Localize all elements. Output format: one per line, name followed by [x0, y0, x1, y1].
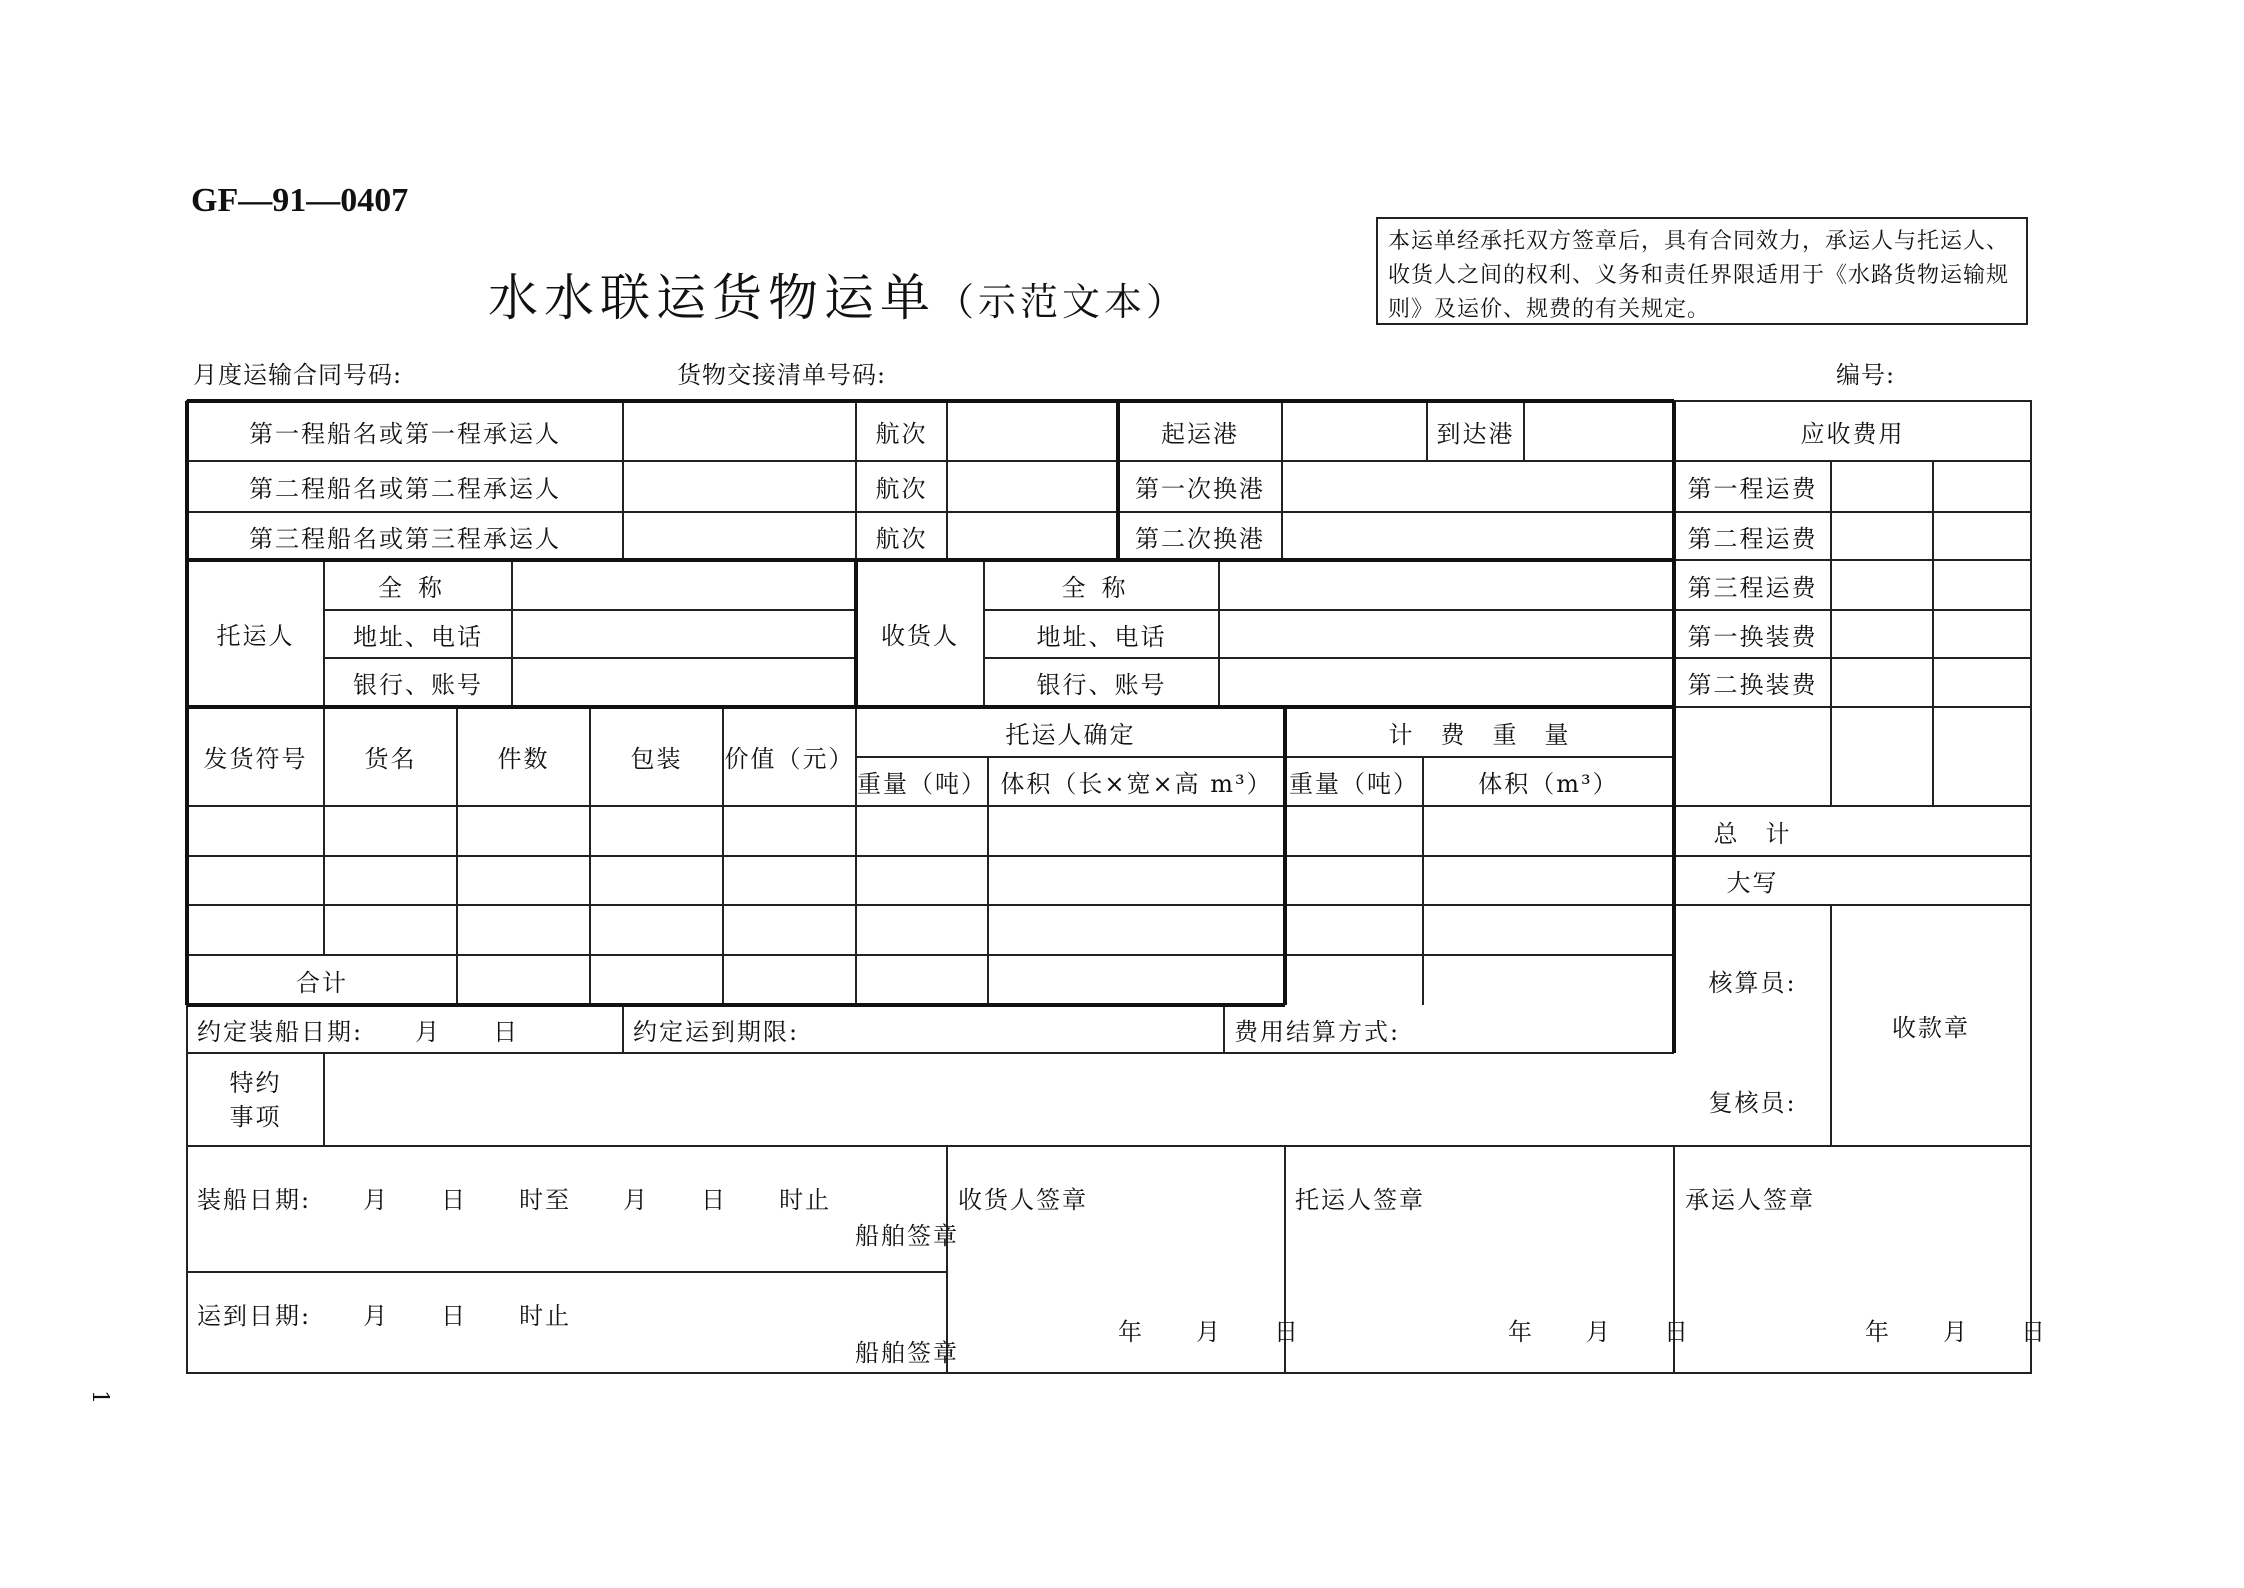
reviewer-label: 复核员:: [1708, 1088, 1797, 1117]
shipper-determined-header: 托运人确定: [1005, 720, 1136, 749]
loading-date-agreed: 约定装船日期: 月 日: [197, 1017, 520, 1046]
cargo-total-label: 合计: [296, 968, 348, 997]
transfer1-fee-label: 第一换装费: [1687, 622, 1818, 651]
charge-volume-header: 体积（m³）: [1478, 770, 1619, 798]
settlement-method-label: 费用结算方式:: [1234, 1017, 1401, 1046]
accountant-label: 核算员:: [1708, 968, 1797, 997]
leg2-label: 第二程船名或第二程承运人: [249, 475, 561, 503]
contract-number-label: 月度运输合同号码:: [193, 361, 403, 389]
shipper-address-label: 地址、电话: [353, 622, 483, 651]
special-terms-line1: 特约: [229, 1068, 282, 1097]
leg1-freight-label: 第一程运费: [1687, 475, 1818, 503]
cargo-pieces-header: 件数: [497, 745, 550, 773]
weight-ton-header: 重量（吨）: [857, 770, 987, 798]
ship-seal-arrival: 船舶签章: [855, 1339, 959, 1367]
title-main: 水水联运货物运单: [488, 269, 936, 327]
second-transfer-port-label: 第二次换港: [1135, 524, 1265, 553]
handover-list-number-label: 货物交接清单号码:: [677, 361, 887, 389]
cargo-mark-header: 发货符号: [203, 745, 308, 773]
leg3-voyage-label: 航次: [875, 524, 928, 553]
charge-weight-header: 计 费 重 量: [1388, 720, 1571, 749]
leg3-label: 第三程船名或第三程承运人: [249, 524, 561, 553]
serial-number-label: 编号:: [1836, 361, 1896, 389]
transfer2-fee-label: 第二换装费: [1687, 671, 1818, 699]
ship-seal-loading: 船舶签章: [855, 1222, 959, 1250]
shipper-label: 托运人: [216, 622, 295, 650]
cargo-packing-header: 包装: [630, 745, 683, 773]
special-terms-label: [187, 1053, 324, 1146]
shipper-sign-date: 年 月 日: [1508, 1318, 1690, 1346]
consignee-bank-label: 银行、账号: [1036, 671, 1167, 699]
consignee-signature-label: 收货人签章: [958, 1186, 1088, 1214]
destination-port-label: 到达港: [1436, 419, 1515, 448]
shipper-full-name-label: 全称: [378, 573, 458, 602]
receipt-seal-label: 收款章: [1892, 1014, 1970, 1042]
document-code: GF—91—0407: [191, 182, 409, 219]
actual-arrival-date: 运到日期: 月 日 时止: [197, 1302, 572, 1330]
leg1-voyage-label: 航次: [875, 419, 928, 448]
fees-title: 应收费用: [1800, 419, 1905, 448]
capital-amount-label: 大写: [1726, 869, 1779, 897]
first-transfer-port-label: 第一次换港: [1135, 475, 1265, 503]
special-terms-line2: 事项: [229, 1102, 282, 1131]
origin-port-label: 起运港: [1161, 419, 1239, 448]
leg2-voyage-label: 航次: [875, 475, 928, 503]
volume-lwh-header: 体积（长×宽×高 m³）: [1000, 770, 1273, 798]
consignee-sign-date: 年 月 日: [1118, 1318, 1300, 1346]
actual-loading-date: 装船日期: 月 日 时至 月 日 时止: [197, 1186, 832, 1214]
carrier-signature-label: 承运人签章: [1685, 1186, 1815, 1214]
arrival-limit-label: 约定运到期限:: [633, 1017, 800, 1046]
title-subtitle: （示范文本）: [936, 280, 1189, 324]
total-fee-label: 总 计: [1713, 819, 1792, 848]
contract-notice: 本运单经承托双方签章后，具有合同效力，承运人与托运人、收货人之间的权利、义务和责任界限适用于《水路货物运输规则》及运价、规费的有关规定。: [1376, 217, 2028, 325]
leg3-freight-label: 第三程运费: [1687, 573, 1818, 602]
page-number: 1: [87, 1390, 112, 1404]
cargo-value-header: 价值（元）: [724, 745, 855, 773]
charge-weight-ton-header: 重量（吨）: [1289, 770, 1419, 798]
consignee-address-label: 地址、电话: [1036, 622, 1167, 651]
cargo-name-header: 货名: [364, 745, 417, 773]
shipper-signature-label: 托运人签章: [1295, 1186, 1425, 1214]
leg2-freight-label: 第二程运费: [1687, 524, 1818, 553]
consignee-label: 收货人: [881, 622, 959, 650]
shipper-bank-label: 银行、账号: [353, 671, 483, 699]
carrier-sign-date: 年 月 日: [1865, 1318, 2047, 1346]
leg1-label: 第一程船名或第一程承运人: [249, 419, 561, 448]
consignee-full-name-label: 全称: [1061, 573, 1142, 602]
